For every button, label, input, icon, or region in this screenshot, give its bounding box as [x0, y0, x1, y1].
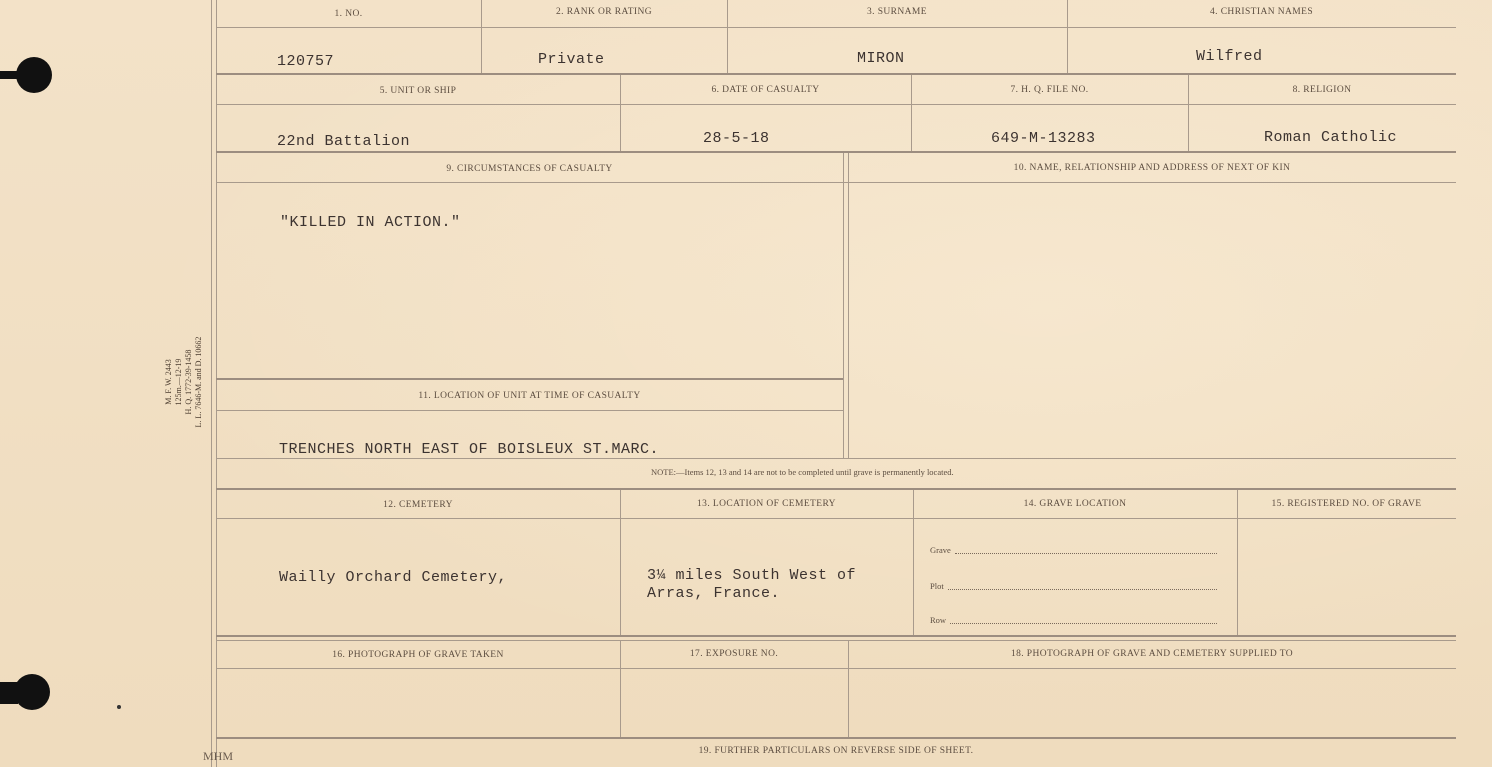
rule [216, 488, 1456, 490]
date-value: 28-5-18 [703, 130, 770, 147]
plot-blank [948, 589, 1217, 590]
circumstances-value: "KILLED IN ACTION." [280, 214, 461, 231]
plot-field-label: Plot [930, 581, 944, 591]
form-code-line: L. L. 7646-M. and D. 10662 [194, 336, 203, 428]
rule [216, 635, 1456, 637]
surname-value: MIRON [857, 50, 905, 67]
rule [216, 458, 1456, 459]
cell-divider [1237, 490, 1238, 635]
file-no-label: 7. H. Q. FILE NO. [1010, 85, 1089, 95]
form-code-line: 125m.—12-19 [174, 358, 183, 406]
unit-label: 5. UNIT OR SHIP [379, 86, 457, 96]
cell-divider [620, 490, 621, 635]
cell-divider [848, 153, 849, 458]
rule [216, 668, 1456, 669]
rule [216, 27, 1456, 28]
clerk-initials: MHM [203, 749, 234, 763]
location-unit-label: 11. LOCATION OF UNIT AT TIME OF CASUALTY [418, 391, 641, 401]
next-of-kin-label: 10. NAME, RELATIONSHIP AND ADDRESS OF NEXT OF KIN [1013, 163, 1291, 173]
cemetery-location-label: 13. LOCATION OF CEMETERY [697, 499, 836, 509]
circumstances-label: 9. CIRCUMSTANCES OF CASUALTY [446, 164, 613, 174]
left-border [211, 0, 212, 767]
no-label: 1. NO. [334, 9, 363, 19]
religion-label: 8. RELIGION [1292, 85, 1352, 95]
exposure-label: 17. EXPOSURE NO. [689, 649, 779, 659]
cemetery-label: 12. CEMETERY [383, 500, 453, 510]
date-label: 6. DATE OF CASUALTY [711, 85, 820, 95]
rank-label: 2. RANK OR RATING [556, 7, 652, 17]
rule [216, 378, 843, 380]
row-field-label: Row [930, 615, 947, 625]
rule [216, 640, 1456, 641]
ink-speck [117, 705, 121, 709]
rank-value: Private [538, 51, 605, 68]
file-no-value: 649-M-13283 [991, 130, 1096, 147]
christian-names-label: 4. CHRISTIAN NAMES [1210, 7, 1313, 17]
registered-no-label: 15. REGISTERED NO. OF GRAVE [1271, 499, 1422, 509]
grave-field-label: Grave [930, 545, 951, 555]
cemetery-location-line: 3¼ miles South West of [647, 567, 857, 584]
rule [216, 182, 1456, 183]
form-code-line: M. F. W. 2443 [164, 359, 173, 405]
grave-blank [955, 553, 1217, 554]
punch-hole [14, 674, 50, 710]
form-code-line: H. Q. 1772-39-1458 [184, 349, 193, 415]
rule [216, 151, 1456, 153]
rule [216, 104, 1456, 105]
religion-value: Roman Catholic [1264, 129, 1398, 146]
photo-taken-label: 16. PHOTOGRAPH OF GRAVE TAKEN [332, 650, 504, 660]
no-value: 120757 [277, 53, 335, 70]
surname-label: 3. SURNAME [867, 7, 927, 17]
cemetery-location-line: Arras, France. [647, 585, 781, 602]
punch-hole [16, 57, 52, 93]
photo-supplied-label: 18. PHOTOGRAPH OF GRAVE AND CEMETERY SUPPLIED TO [1010, 649, 1294, 659]
cell-divider [843, 153, 844, 458]
christian-names-value: Wilfred [1196, 48, 1263, 65]
rule [216, 737, 1456, 739]
note-text: NOTE:—Items 12, 13 and 14 are not to be completed until grave is permanently located. [651, 467, 954, 477]
grave-location-label: 14. GRAVE LOCATION [1023, 499, 1127, 509]
form-code [164, 322, 210, 442]
row-blank [950, 623, 1217, 624]
further-particulars-label: 19. FURTHER PARTICULARS ON REVERSE SIDE OF SHEET. [698, 746, 974, 756]
cemetery-value: Wailly Orchard Cemetery, [279, 569, 508, 586]
unit-value: 22nd Battalion [277, 133, 411, 150]
rule [216, 73, 1456, 75]
rule [216, 518, 1456, 519]
location-unit-value: TRENCHES NORTH EAST OF BOISLEUX ST.MARC. [279, 441, 660, 458]
cell-divider [913, 490, 914, 635]
rule [216, 410, 843, 411]
